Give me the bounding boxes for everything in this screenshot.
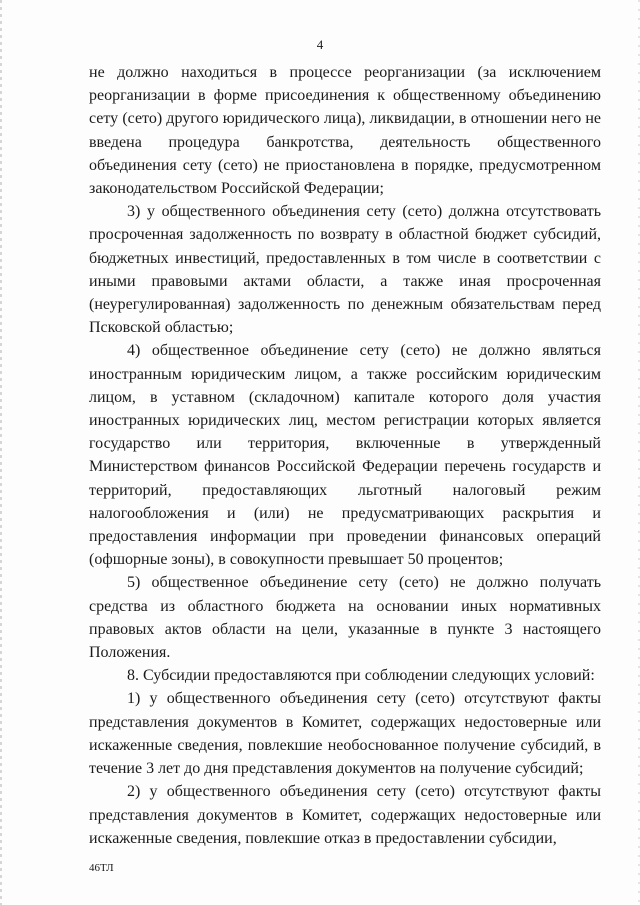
paragraph-condition-2: 2) у общественного объединения сету (сето) отсутствуют факты представления документов в Комитет, содержащих недостоверные или искаженные сведения, повлекшие отказ в предоставлении субсидии, (89, 783, 601, 847)
paragraph-continuation: не должно находиться в процессе реорганизации (за исключением реорганизации в форме присоединения к общественному объединению сету (сето) другого юридического лица), ликвидации, в отношении него не введена процедура банкротства, деятельность общественного объединения сету (сето) не приостановлена в порядке, предусмотренном законодательством Российской Федерации; (89, 64, 601, 198)
paragraph-item-5: 5) общественное объединение сету (сето) не должно получать средства из областного бюджета на основании иных нормативных правовых актов области на цели, указанные в пункте 3 настоящего Положения. (89, 574, 601, 662)
document-body (89, 61, 601, 850)
paragraph-clause-8: 8. Субсидии предоставляются при соблюдении следующих условий: (127, 667, 595, 685)
paragraph-condition-1: 1) у общественного объединения сету (сето) отсутствуют факты представления документов в Комитет, содержащих недостоверные или искаженные сведения, повлекшие необоснованное получение субсидий, в течение 3 лет до дня представления документов на получение субсидий; (89, 690, 601, 778)
paragraph-item-4: 4) общественное объединение сету (сето) не должно являться иностранным юридическим лицом, а также российским юридическим лицом, в уставном (складочном) капитале которого доля участия иностранных юридических лиц, местом регистрации которых является государство или территория, включенные в утвержденный Министерством финансов Российской Федерации перечень государств и территорий, предоставляющих льготный налоговый режим налогообложения и (или) не предусматривающих раскрытия и предоставления информации при проведении финансовых операций (офшорные зоны), в совокупности превышает 50 процентов; (89, 342, 601, 569)
footer-code: 46ТЛ (89, 862, 114, 874)
scan-edge-left (0, 0, 2, 905)
paragraph-item-3: 3) у общественного объединения сету (сето) должна отсутствовать просроченная задолженность по возврату в областной бюджет субсидий, бюджетных инвестиций, предоставленных в том числе в соответствии с иными правовыми актами области, а также иная просроченная (неурегулированная) задолженность по денежным обязательствам перед Псковской областью; (89, 203, 601, 337)
page-number: 4 (316, 37, 324, 52)
